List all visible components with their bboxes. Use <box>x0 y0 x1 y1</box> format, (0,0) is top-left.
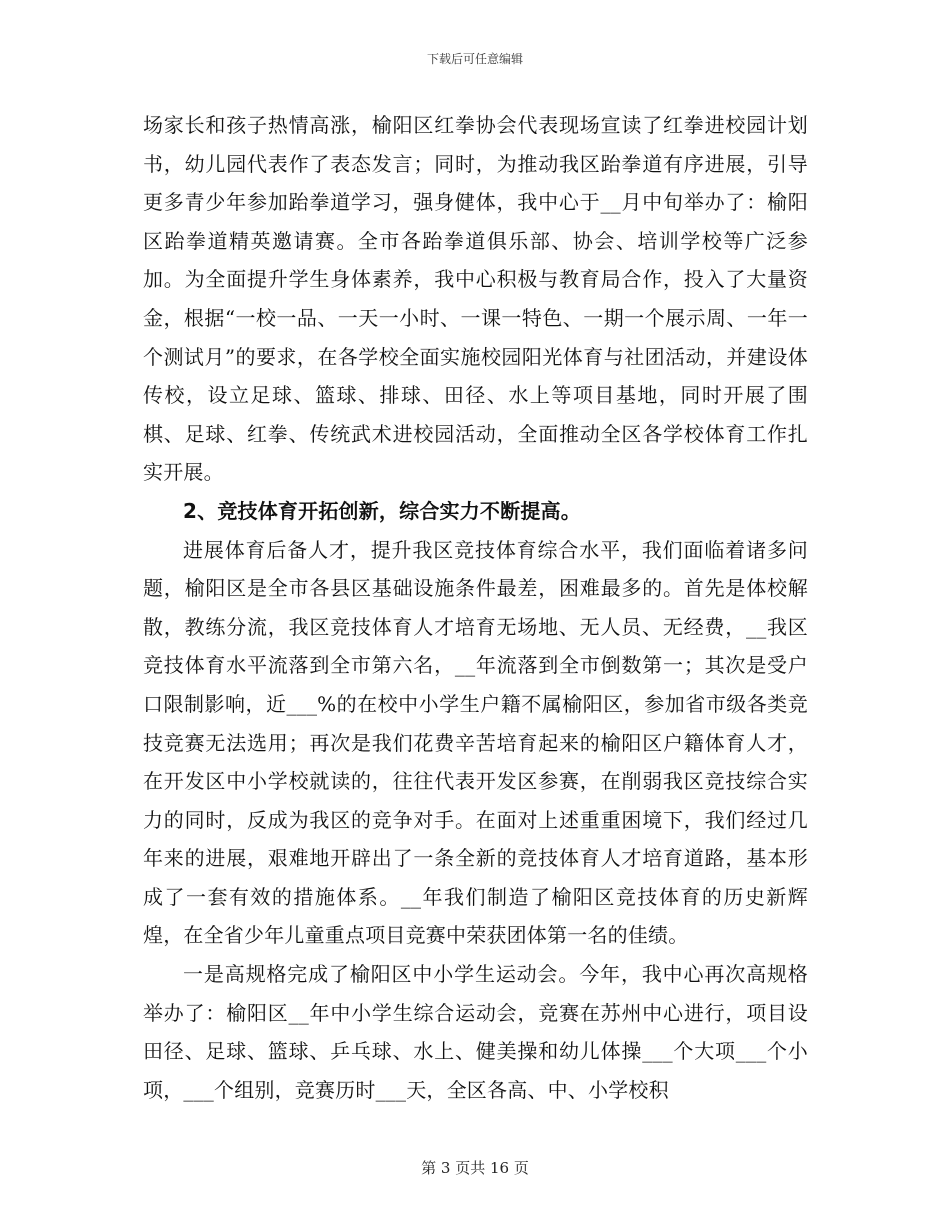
page-header: 下载后可任意编辑 <box>426 52 523 66</box>
document-body <box>143 106 808 1109</box>
paragraph-competitive-sports: 进展体育后备人才，提升我区竞技体育综合水平，我们面临着诸多问题，榆阳区是全市各县区基础设施条件最差，困难最多的。首先是体校解散，教练分流，我区竞技体育人才培育无场地、无人员、无经费，__我区竞技体育水平流落到全市第六名，__年流落到全市倒数第一；其次是受户口限制影响，近___%的在校中小学生户籍不属榆阳区，参加省市级各类竞技竞赛无法选用；再次是我们花费辛苦培育起来的榆阳区户籍体育人才，在开发区中小学校就读的，往往代表开发区参赛，在削弱我区竞技综合实力的同时，反成为我区的竞争对手。在面对上述重重困境下，我们经过几年来的进展，艰难地开辟出了一条全新的竞技体育人才培育道路，基本形成了一套有效的措施体系。__年我们制造了榆阳区竞技体育的历史新辉煌，在全省少年儿童重点项目竞赛中荣获团体第一名的佳绩。 <box>143 537 808 948</box>
section-heading: 2、竞技体育开拓创新，综合实力不断提高。 <box>183 498 581 523</box>
paragraph-sports-meet: 一是高规格完成了榆阳区中小学生运动会。今年，我中心再次高规格举办了：榆阳区__年中小学生综合运动会，竞赛在苏州中心进行，项目设田径、足球、篮球、乒乓球、水上、健美操和幼儿体操___个大项___个小项，___个组别，竞赛历时___天，全区各高、中、小学校积 <box>143 962 808 1102</box>
page-number: 第 3 页共 16 页 <box>421 1159 529 1177</box>
paragraph-continued: 场家长和孩子热情高涨，榆阳区红拳协会代表现场宣读了红拳进校园计划书，幼儿园代表作了表态发言；同时，为推动我区跆拳道有序进展，引导更多青少年参加跆拳道学习，强身健体，我中心于__月中旬举办了：榆阳区跆拳道精英邀请赛。全市各跆拳道俱乐部、协会、培训学校等广泛参加。为全面提升学生身体素养，我中心积极与教育局合作，投入了大量资金，根据“一校一品、一天一小时、一课一特色、一期一个展示周、一年一个测试月”的要求，在各学校全面实施校园阳光体育与社团活动，并建设体传校，设立足球、篮球、排球、田径、水上等项目基地，同时开展了围棋、足球、红拳、传统武术进校园活动，全面推动全区各学校体育工作扎实开展。 <box>143 113 808 485</box>
